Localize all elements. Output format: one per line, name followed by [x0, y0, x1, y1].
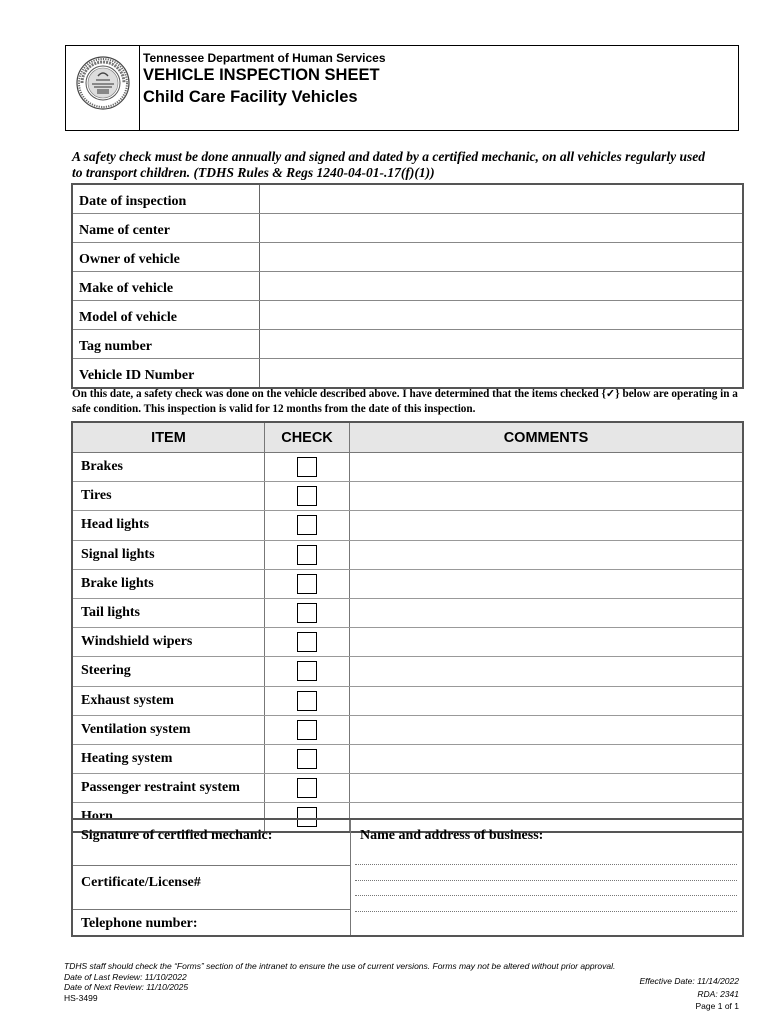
- checklist-row: [73, 774, 742, 803]
- comments-field[interactable]: [350, 716, 742, 744]
- checklist-item-label: Heating system: [73, 745, 265, 773]
- checklist-item-label: Head lights: [73, 511, 265, 539]
- form-header: [65, 45, 739, 131]
- check-cell: [265, 628, 350, 656]
- checklist-item-label: Signal lights: [73, 541, 265, 569]
- checklist-row: [73, 687, 742, 716]
- info-row-date: [73, 185, 742, 214]
- checklist-row: [73, 745, 742, 774]
- info-label: Owner of vehicle: [73, 243, 260, 271]
- department-name: Tennessee Department of Human Services: [143, 51, 386, 65]
- info-row-tag: [73, 330, 742, 359]
- checklist-row: [73, 657, 742, 686]
- info-row-model: [73, 301, 742, 330]
- info-row-make: [73, 272, 742, 301]
- business-line[interactable]: [355, 864, 737, 865]
- checklist-item-label: Passenger restraint system: [73, 774, 265, 802]
- checklist-row: [73, 716, 742, 745]
- check-box[interactable]: [297, 603, 317, 623]
- footer-left: [64, 961, 615, 1003]
- rda-number: RDA: 2341: [697, 988, 739, 999]
- check-cell: [265, 774, 350, 802]
- comments-field[interactable]: [350, 511, 742, 539]
- info-row-owner: [73, 243, 742, 272]
- info-label: Tag number: [73, 330, 260, 358]
- business-line[interactable]: [355, 895, 737, 896]
- check-box[interactable]: [297, 778, 317, 798]
- divider: [73, 865, 350, 866]
- comments-field[interactable]: [350, 541, 742, 569]
- vehicle-id-number-field[interactable]: [260, 359, 742, 387]
- comments-field[interactable]: [350, 482, 742, 510]
- checklist-header: [73, 423, 742, 453]
- info-label: Name of center: [73, 214, 260, 242]
- checklist-row: [73, 482, 742, 511]
- comments-field[interactable]: [350, 453, 742, 481]
- check-cell: [265, 745, 350, 773]
- vehicle-info-table: [71, 183, 744, 389]
- signature-block: [71, 818, 744, 937]
- checklist-item-label: Tires: [73, 482, 265, 510]
- info-row-vin: [73, 359, 742, 387]
- footer-right: [639, 975, 739, 1013]
- check-box[interactable]: [297, 749, 317, 769]
- make-of-vehicle-field[interactable]: [260, 272, 742, 300]
- inspection-checklist-table: [71, 421, 744, 833]
- telephone-label: Telephone number:: [81, 916, 198, 931]
- comments-field[interactable]: [350, 657, 742, 685]
- check-cell: [265, 453, 350, 481]
- form-title: VEHICLE INSPECTION SHEET: [143, 66, 380, 84]
- check-cell: [265, 482, 350, 510]
- checklist-item-label: Windshield wipers: [73, 628, 265, 656]
- page-number: Page 1 of 1: [695, 1001, 739, 1011]
- last-review-date: Date of Last Review: 11/10/2022: [64, 971, 187, 982]
- checklist-item-label: Ventilation system: [73, 716, 265, 744]
- check-box[interactable]: [297, 515, 317, 535]
- check-box[interactable]: [297, 720, 317, 740]
- form-subtitle: Child Care Facility Vehicles: [143, 88, 358, 106]
- checklist-row: [73, 599, 742, 628]
- divider: [73, 909, 350, 910]
- effective-date: Effective Date: 11/14/2022: [639, 976, 739, 986]
- comments-field[interactable]: [350, 774, 742, 802]
- date-of-inspection-field[interactable]: [260, 185, 742, 213]
- certification-statement: On this date, a safety check was done on the vehicle described above. I have determined that the items checked {✓} below are operating in a safe condition. This inspection is valid for 12 months from the date of this inspection.: [72, 388, 738, 415]
- check-cell: [265, 511, 350, 539]
- check-cell: [265, 599, 350, 627]
- checklist-row: [73, 541, 742, 570]
- business-line[interactable]: [355, 911, 737, 912]
- model-of-vehicle-field[interactable]: [260, 301, 742, 329]
- name-of-center-field[interactable]: [260, 214, 742, 242]
- form-number: HS-3499: [64, 992, 98, 1003]
- comments-field[interactable]: [350, 687, 742, 715]
- mechanic-signature-label: Signature of certified mechanic:: [81, 828, 273, 843]
- business-line[interactable]: [355, 880, 737, 881]
- info-row-center: [73, 214, 742, 243]
- checklist-item-label: Brake lights: [73, 570, 265, 598]
- check-cell: [265, 657, 350, 685]
- checklist-row: [73, 453, 742, 482]
- check-cell: [265, 716, 350, 744]
- comments-column-header: COMMENTS: [503, 429, 589, 446]
- mechanic-info: [73, 820, 351, 935]
- check-cell: [265, 541, 350, 569]
- state-seal-icon: [76, 56, 130, 110]
- check-box[interactable]: [297, 457, 317, 477]
- checklist-item-label: Steering: [73, 657, 265, 685]
- comments-field[interactable]: [350, 570, 742, 598]
- business-name-label: Name and address of business:: [360, 828, 544, 843]
- item-column-header: ITEM: [73, 423, 265, 452]
- check-box[interactable]: [297, 661, 317, 681]
- intro-text: A safety check must be done annually and signed and dated by a certified mechanic, on all vehicles regularly used to transport children. (TDHS Rules & Regs 1240-04-01-.17(f)(1)): [72, 149, 705, 180]
- check-column-header: CHECK: [265, 423, 350, 452]
- check-box[interactable]: [297, 691, 317, 711]
- checklist-row: [73, 628, 742, 657]
- comments-field[interactable]: [350, 599, 742, 627]
- forms-note: TDHS staff should check the “Forms” section of the intranet to ensure the use of current versions. Forms may not be altered without prior approval.: [64, 961, 616, 971]
- checklist-item-label: Horn: [73, 803, 265, 831]
- checklist-row: [73, 570, 742, 599]
- info-label: Vehicle ID Number: [73, 359, 260, 387]
- seal-cell: [66, 46, 140, 130]
- checklist-item-label: Brakes: [73, 453, 265, 481]
- check-box[interactable]: [297, 632, 317, 652]
- owner-of-vehicle-field[interactable]: [260, 243, 742, 271]
- comments-field[interactable]: [350, 628, 742, 656]
- checklist-item-label: Exhaust system: [73, 687, 265, 715]
- check-box[interactable]: [297, 574, 317, 594]
- license-label: Certificate/License#: [81, 875, 201, 890]
- checklist-row: [73, 511, 742, 540]
- check-box[interactable]: [297, 486, 317, 506]
- next-review-date: Date of Next Review: 11/10/2025: [64, 982, 189, 992]
- check-box[interactable]: [297, 545, 317, 565]
- check-cell: [265, 687, 350, 715]
- info-label: Date of inspection: [73, 185, 260, 213]
- checklist-item-label: Tail lights: [73, 599, 265, 627]
- comments-field[interactable]: [350, 745, 742, 773]
- info-label: Model of vehicle: [73, 301, 260, 329]
- info-label: Make of vehicle: [73, 272, 260, 300]
- check-cell: [265, 570, 350, 598]
- tag-number-field[interactable]: [260, 330, 742, 358]
